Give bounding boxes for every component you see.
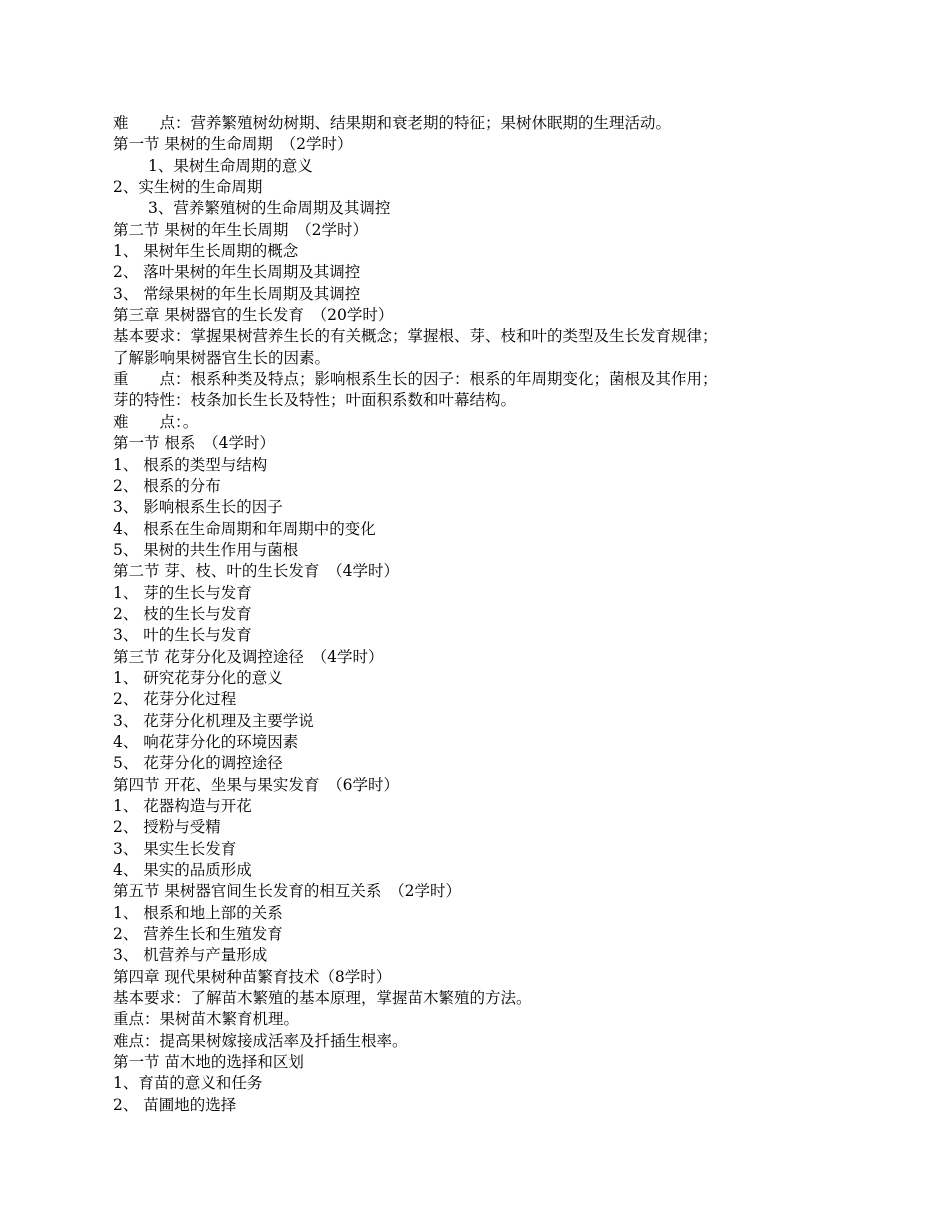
text-line: 第一节 根系 （4学时） <box>113 434 276 453</box>
text-line: 基本要求：了解苗木繁殖的基本原理，掌握苗木繁殖的方法。 <box>113 989 532 1008</box>
text-line: 2、 落叶果树的年生长周期及其调控 <box>113 263 361 282</box>
text-line: 2、 根系的分布 <box>113 476 221 495</box>
text-line: 难 点：。 <box>113 412 199 431</box>
text-line: 5、 花芽分化的调控途径 <box>113 754 283 773</box>
text-line: 1、 根系和地上部的关系 <box>113 903 283 922</box>
text-line: 2、 苗圃地的选择 <box>113 1095 237 1114</box>
text-line: 3、 花芽分化机理及主要学说 <box>113 711 314 730</box>
text-line: 难 点：营养繁殖树幼树期、结果期和衰老期的特征；果树休眠期的生理活动。 <box>113 114 672 132</box>
text-line: 4、 响花芽分化的环境因素 <box>113 732 299 751</box>
text-line: 2、 枝的生长与发育 <box>113 604 252 623</box>
text-line: 第一节 苗木地的选择和区划 <box>113 1053 304 1072</box>
text-line: 1、 根系的类型与结构 <box>113 455 268 474</box>
document-body <box>113 113 843 1116</box>
text-line: 3、 影响根系生长的因子 <box>113 498 283 517</box>
text-line: 难点：提高果树嫁接成活率及扦插生根率。 <box>113 1031 408 1050</box>
text-line: 第二节 果树的年生长周期 （2学时） <box>113 220 369 239</box>
text-line: 1、 芽的生长与发育 <box>113 583 252 602</box>
text-line: 3、营养繁殖树的生命周期及其调控 <box>148 199 391 218</box>
text-line: 3、 机营养与产量形成 <box>113 946 268 965</box>
text-line: 3、 常绿果树的年生长周期及其调控 <box>113 284 361 303</box>
text-line: 重 点：根系种类及特点；影响根系生长的因子：根系的年周期变化；菌根及其作用； <box>113 370 718 389</box>
text-line: 1、 果树年生长周期的概念 <box>113 242 299 261</box>
text-line: 第四节 开花、坐果与果实发育 （6学时） <box>113 775 400 794</box>
text-line: 4、 根系在生命周期和年周期中的变化 <box>113 519 376 538</box>
text-line: 2、 花芽分化过程 <box>113 690 237 709</box>
text-line: 第五节 果树器官间生长发育的相互关系 （2学时） <box>113 882 462 901</box>
text-line: 2、实生树的生命周期 <box>113 178 263 197</box>
text-line: 3、 果实生长发育 <box>113 839 237 858</box>
text-line: 第二节 芽、枝、叶的生长发育 （4学时） <box>113 562 400 581</box>
text-line: 1、 花器构造与开花 <box>113 797 252 815</box>
text-line: 第三节 花芽分化及调控途径 （4学时） <box>113 647 384 666</box>
text-line: 2、 营养生长和生殖发育 <box>113 925 283 944</box>
text-line: 1、果树生命周期的意义 <box>148 156 313 175</box>
text-line: 第一节 果树的生命周期 （2学时） <box>113 135 353 154</box>
text-line: 第四章 现代果树种苗繁育技术（8学时） <box>113 967 392 986</box>
text-line: 1、 研究花芽分化的意义 <box>113 668 283 687</box>
text-line: 2、 授粉与受精 <box>113 818 221 837</box>
text-line: 基本要求：掌握果树营养生长的有关概念；掌握根、芽、枝和叶的类型及生长发育规律； <box>113 327 718 346</box>
text-line: 了解影响果树器官生长的因素。 <box>113 348 331 367</box>
text-line: 5、 果树的共生作用与菌根 <box>113 540 299 559</box>
text-line: 重点：果树苗木繁育机理。 <box>113 1010 300 1029</box>
text-line: 1、育苗的意义和任务 <box>113 1074 263 1093</box>
text-line: 芽的特性：枝条加长生长及特性；叶面积系数和叶幕结构。 <box>113 391 517 410</box>
text-line: 4、 果实的品质形成 <box>113 861 252 880</box>
text-line: 第三章 果树器官的生长发育 （20学时） <box>113 306 394 325</box>
text-line: 3、 叶的生长与发育 <box>113 626 252 645</box>
